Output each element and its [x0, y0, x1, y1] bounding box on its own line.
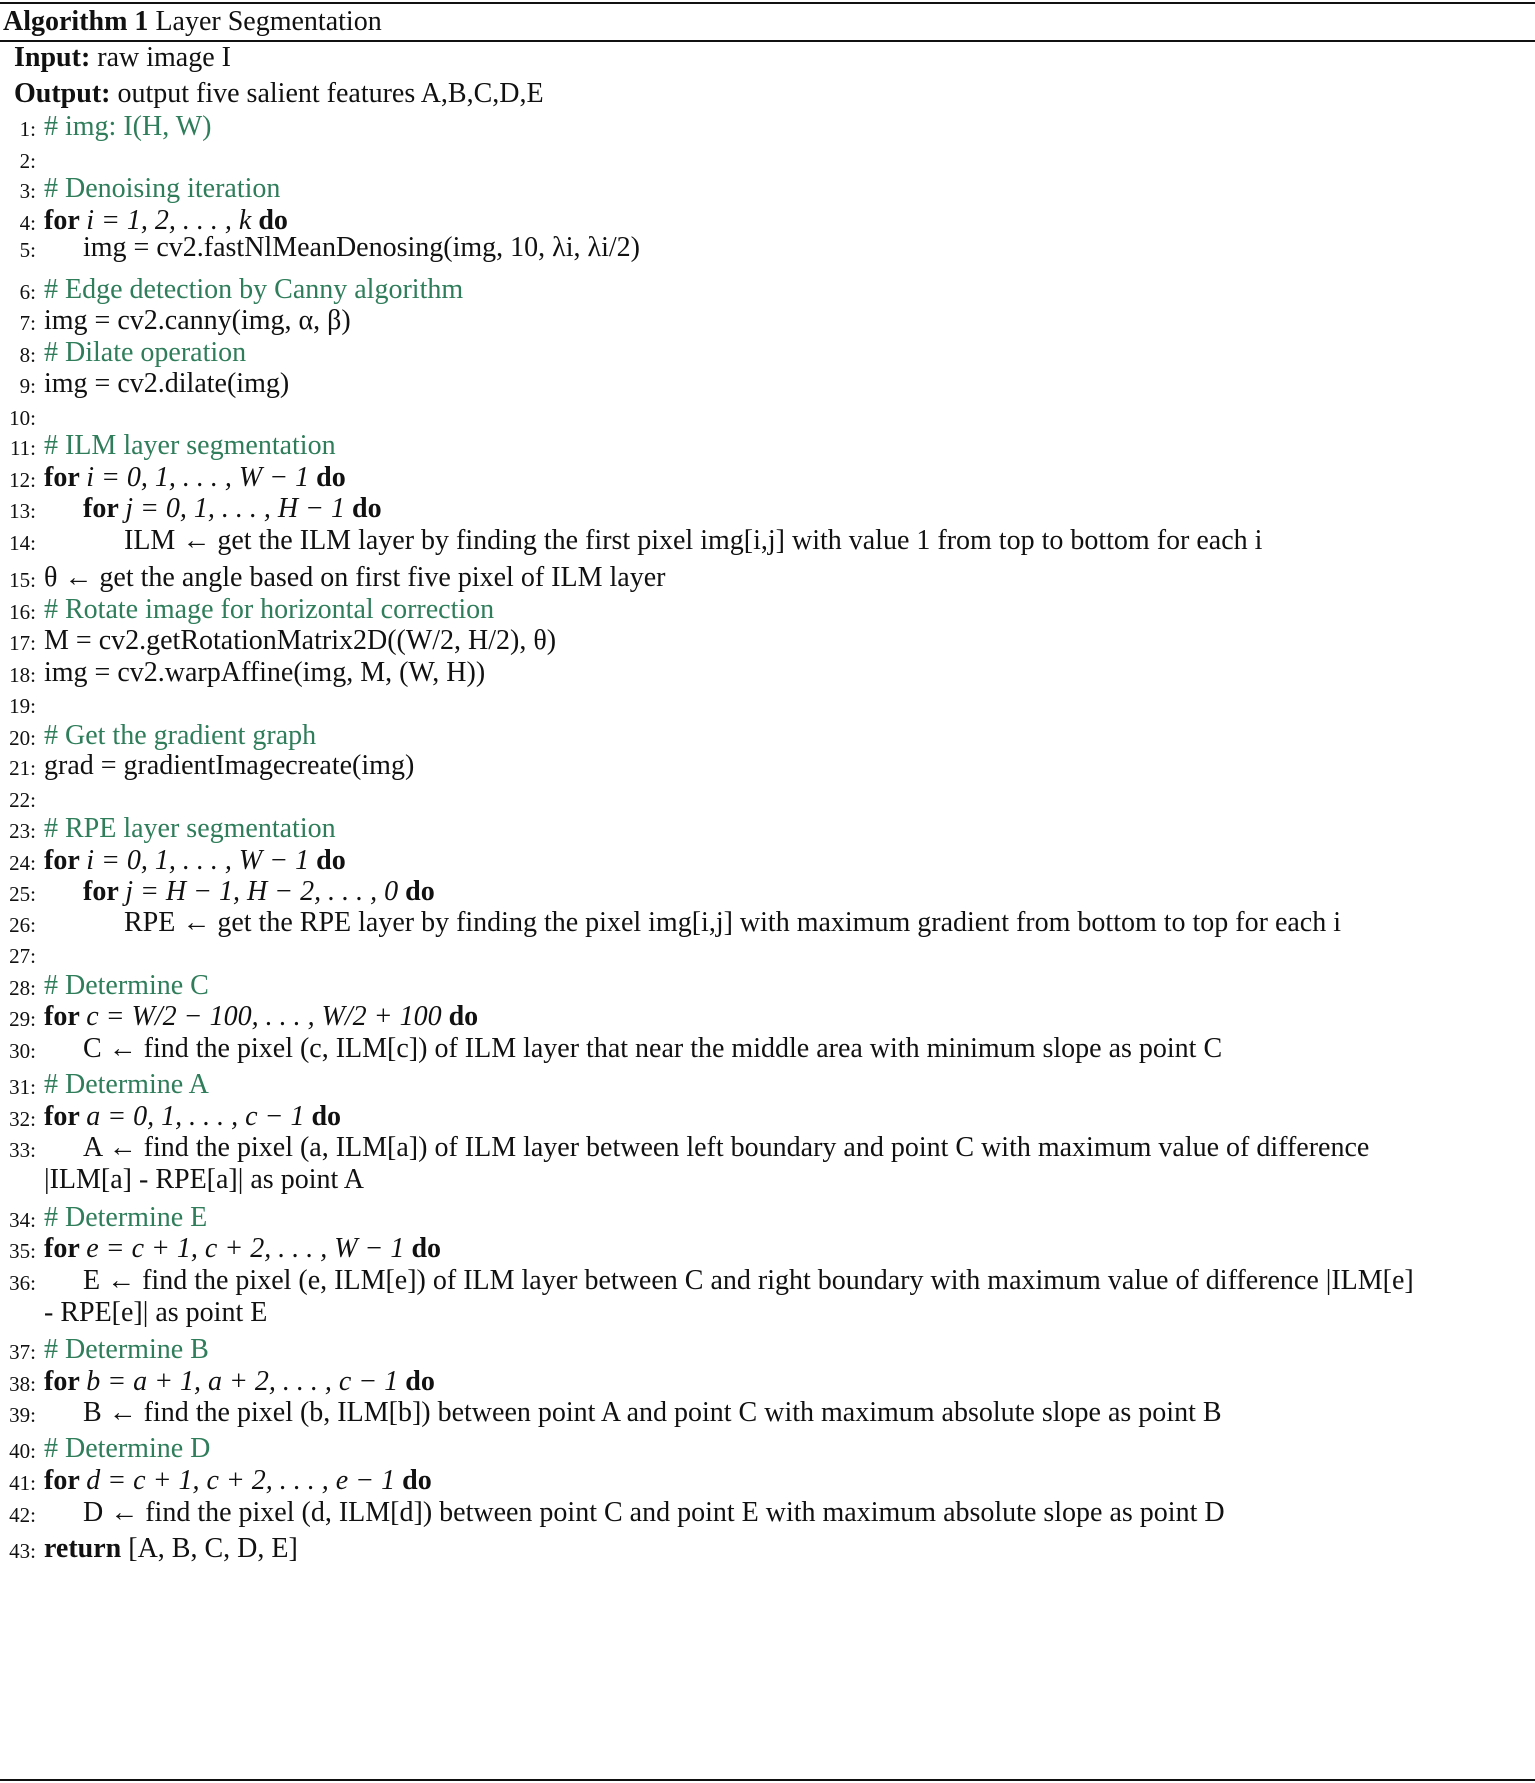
line-number: 30:: [9, 1039, 36, 1063]
line-content: [83, 1397, 1222, 1429]
line-content: [44, 1533, 298, 1565]
line-number: 33:: [9, 1138, 36, 1162]
comment-text: # Get the gradient graph: [44, 720, 317, 751]
line-content: [44, 1202, 207, 1234]
keyword-for: for: [44, 1101, 87, 1132]
line-content: [44, 368, 289, 400]
line-number: 26:: [9, 913, 36, 937]
line-content: [44, 305, 351, 337]
comment-text: # ILM layer segmentation: [44, 430, 336, 461]
line-number: 18:: [9, 663, 36, 687]
input-line: [14, 42, 231, 74]
line-content: [44, 845, 346, 877]
line-content: [44, 813, 336, 845]
line-number: 2:: [19, 149, 36, 173]
comment-text: # Edge detection by Canny algorithm: [44, 274, 464, 305]
line-content: [44, 173, 280, 205]
output-text: output five salient features A,B,C,D,E: [117, 78, 544, 109]
code-text: img = cv2.warpAffine(img, M, (W, H)): [44, 657, 486, 688]
line-content: [44, 562, 665, 594]
keyword-do: do: [398, 1366, 435, 1397]
comment-text: # Dilate operation: [44, 337, 247, 368]
input-text: raw image I: [97, 42, 231, 73]
keyword-do: do: [304, 1101, 342, 1132]
code-text: C ← find the pixel (c, ILM[c]) of ILM layer that near the middle area with minimum slope as point C: [83, 1033, 1223, 1064]
line-number: 43:: [9, 1539, 36, 1563]
keyword-for: for: [83, 493, 126, 524]
line-content: [124, 907, 1341, 939]
line-number: 40:: [9, 1439, 36, 1463]
loop-range: a = 0, 1, . . . , c − 1: [86, 1101, 305, 1132]
line-number: 5:: [19, 238, 36, 262]
line-content: [83, 1033, 1222, 1065]
line-content: [44, 337, 246, 369]
code-text: grad = gradientImagecreate(img): [44, 750, 415, 781]
algorithm-label: Algorithm 1: [3, 6, 149, 37]
keyword-do: do: [404, 1233, 442, 1264]
line-content: [44, 1069, 209, 1101]
line-number: 12:: [9, 468, 36, 492]
keyword-do: do: [309, 462, 346, 493]
input-label: Input:: [14, 42, 91, 73]
line-number: 13:: [9, 499, 36, 523]
keyword-do: do: [345, 493, 382, 524]
loop-range: i = 1, 2, . . . , k: [86, 205, 252, 236]
line-number: 39:: [9, 1403, 36, 1427]
line-number: 28:: [9, 976, 36, 1000]
line-number: 14:: [9, 531, 36, 555]
algorithm-title: Layer Segmentation: [155, 6, 382, 37]
line-number: 24:: [9, 851, 36, 875]
loop-range: c = W/2 − 100, . . . , W/2 + 100: [86, 1001, 442, 1032]
loop-range: e = c + 1, c + 2, . . . , W − 1: [86, 1233, 405, 1264]
line-number: 21:: [9, 756, 36, 780]
line-content: [124, 525, 1262, 557]
line-content: [44, 1101, 341, 1133]
line-number: 42:: [9, 1503, 36, 1527]
bottom-rule: [0, 1779, 1535, 1781]
comment-text: # Determine D: [44, 1433, 211, 1464]
code-text-continued: - RPE[e]| as point E: [44, 1297, 268, 1328]
keyword-for: for: [44, 1465, 87, 1496]
comment-text: # Determine B: [44, 1334, 209, 1365]
line-number: 19:: [9, 694, 36, 718]
code-text: B ← find the pixel (b, ILM[b]) between point A and point C with maximum absolute slope as point B: [83, 1397, 1222, 1428]
line-number: 29:: [9, 1007, 36, 1031]
line-number: 38:: [9, 1372, 36, 1396]
line-content: [44, 1366, 435, 1398]
loop-range: j = 0, 1, . . . , H − 1: [125, 493, 346, 524]
line-number: 8:: [19, 343, 36, 367]
comment-text: # img: I(H, W): [44, 111, 212, 142]
comment-text: # Determine A: [44, 1069, 209, 1100]
loop-range: i = 0, 1, . . . , W − 1: [86, 845, 310, 876]
comment-text: # Determine C: [44, 970, 209, 1001]
line-number: 27:: [9, 944, 36, 968]
line-content: [44, 1465, 432, 1497]
code-text: ILM ← get the ILM layer by finding the first pixel img[i,j] with value 1 from top to bottom for each i: [124, 525, 1263, 556]
keyword-for: for: [44, 205, 87, 236]
code-text: θ ← get the angle based on first five pixel of ILM layer: [44, 562, 666, 593]
algorithm-header: [3, 3, 382, 40]
line-number: 31:: [9, 1075, 36, 1099]
code-text-continued: |ILM[a] - RPE[a]| as point A: [44, 1164, 364, 1195]
line-number: 3:: [19, 179, 36, 203]
line-number: 15:: [9, 568, 36, 592]
line-content: [44, 720, 316, 752]
line-number: 17:: [9, 631, 36, 655]
output-line: [14, 78, 544, 110]
keyword-do: do: [398, 876, 435, 907]
line-content: [44, 1001, 478, 1033]
line-content: [44, 657, 485, 689]
loop-range: d = c + 1, c + 2, . . . , e − 1: [86, 1465, 396, 1496]
loop-range: i = 0, 1, . . . , W − 1: [86, 462, 310, 493]
line-number: 41:: [9, 1471, 36, 1495]
keyword-for: for: [83, 876, 126, 907]
line-number: 25:: [9, 882, 36, 906]
line-content: [44, 970, 209, 1002]
keyword-for: for: [44, 462, 87, 493]
line-number: 37:: [9, 1340, 36, 1364]
line-number: 6:: [19, 280, 36, 304]
line-number: 34:: [9, 1208, 36, 1232]
keyword-do: do: [395, 1465, 432, 1496]
line-content: [83, 493, 382, 525]
line-number: 23:: [9, 819, 36, 843]
keyword-for: for: [44, 1001, 87, 1032]
line-number: 36:: [9, 1271, 36, 1295]
line-content: [44, 750, 414, 782]
line-content: [44, 430, 336, 462]
line-number: 16:: [9, 600, 36, 624]
line-content: [44, 1233, 441, 1265]
code-text: E ← find the pixel (e, ILM[e]) of ILM layer between C and right boundary with maximum value of difference |ILM[e]: [83, 1265, 1414, 1296]
comment-text: # Rotate image for horizontal correction: [44, 594, 495, 625]
line-content: [83, 1132, 1369, 1164]
keyword-for: for: [44, 1233, 87, 1264]
line-content: [44, 274, 463, 306]
comment-text: # Denoising iteration: [44, 173, 281, 204]
line-content: [44, 594, 494, 626]
code-text: RPE ← get the RPE layer by finding the pixel img[i,j] with maximum gradient from bottom to top for each i: [124, 907, 1342, 938]
line-number: 20:: [9, 726, 36, 750]
line-number: 4:: [19, 211, 36, 235]
code-text: img = cv2.dilate(img): [44, 368, 290, 399]
line-number: 35:: [9, 1239, 36, 1263]
return-value: [A, B, C, D, E]: [128, 1533, 298, 1564]
line-content: [83, 876, 435, 908]
keyword-do: do: [441, 1001, 479, 1032]
line-number: 22:: [9, 788, 36, 812]
line-number: 32:: [9, 1107, 36, 1131]
keyword-return: return: [44, 1533, 129, 1564]
line-content: [44, 1334, 209, 1366]
line-content: [44, 625, 556, 657]
code-text: A ← find the pixel (a, ILM[a]) of ILM layer between left boundary and point C with maximum value of difference: [83, 1132, 1370, 1163]
line-number: 10:: [9, 406, 36, 430]
line-content: [44, 111, 211, 143]
comment-text: # Determine E: [44, 1202, 208, 1233]
code-text: img = cv2.canny(img, α, β): [44, 305, 351, 336]
keyword-do: do: [251, 205, 288, 236]
keyword-for: for: [44, 1366, 87, 1397]
line-number: 9:: [19, 374, 36, 398]
line-number: 1:: [19, 117, 36, 141]
line-number: 7:: [19, 311, 36, 335]
line-content: [44, 462, 346, 494]
code-text: M = cv2.getRotationMatrix2D((W/2, H/2), θ): [44, 625, 557, 656]
code-text: D ← find the pixel (d, ILM[d]) between point C and point E with maximum absolute slope as point D: [83, 1497, 1225, 1528]
loop-range: b = a + 1, a + 2, . . . , c − 1: [86, 1366, 399, 1397]
comment-text: # RPE layer segmentation: [44, 813, 336, 844]
loop-range: j = H − 1, H − 2, . . . , 0: [125, 876, 399, 907]
line-content: [83, 1265, 1414, 1297]
line-content: [83, 232, 640, 264]
code-text: img = cv2.fastNlMeanDenosing(img, 10, λi, λi/2): [83, 232, 640, 263]
line-content: [44, 1433, 210, 1465]
line-number: 11:: [9, 436, 36, 460]
output-label: Output:: [14, 78, 111, 109]
keyword-for: for: [44, 845, 87, 876]
line-content: [83, 1497, 1225, 1529]
keyword-do: do: [309, 845, 346, 876]
